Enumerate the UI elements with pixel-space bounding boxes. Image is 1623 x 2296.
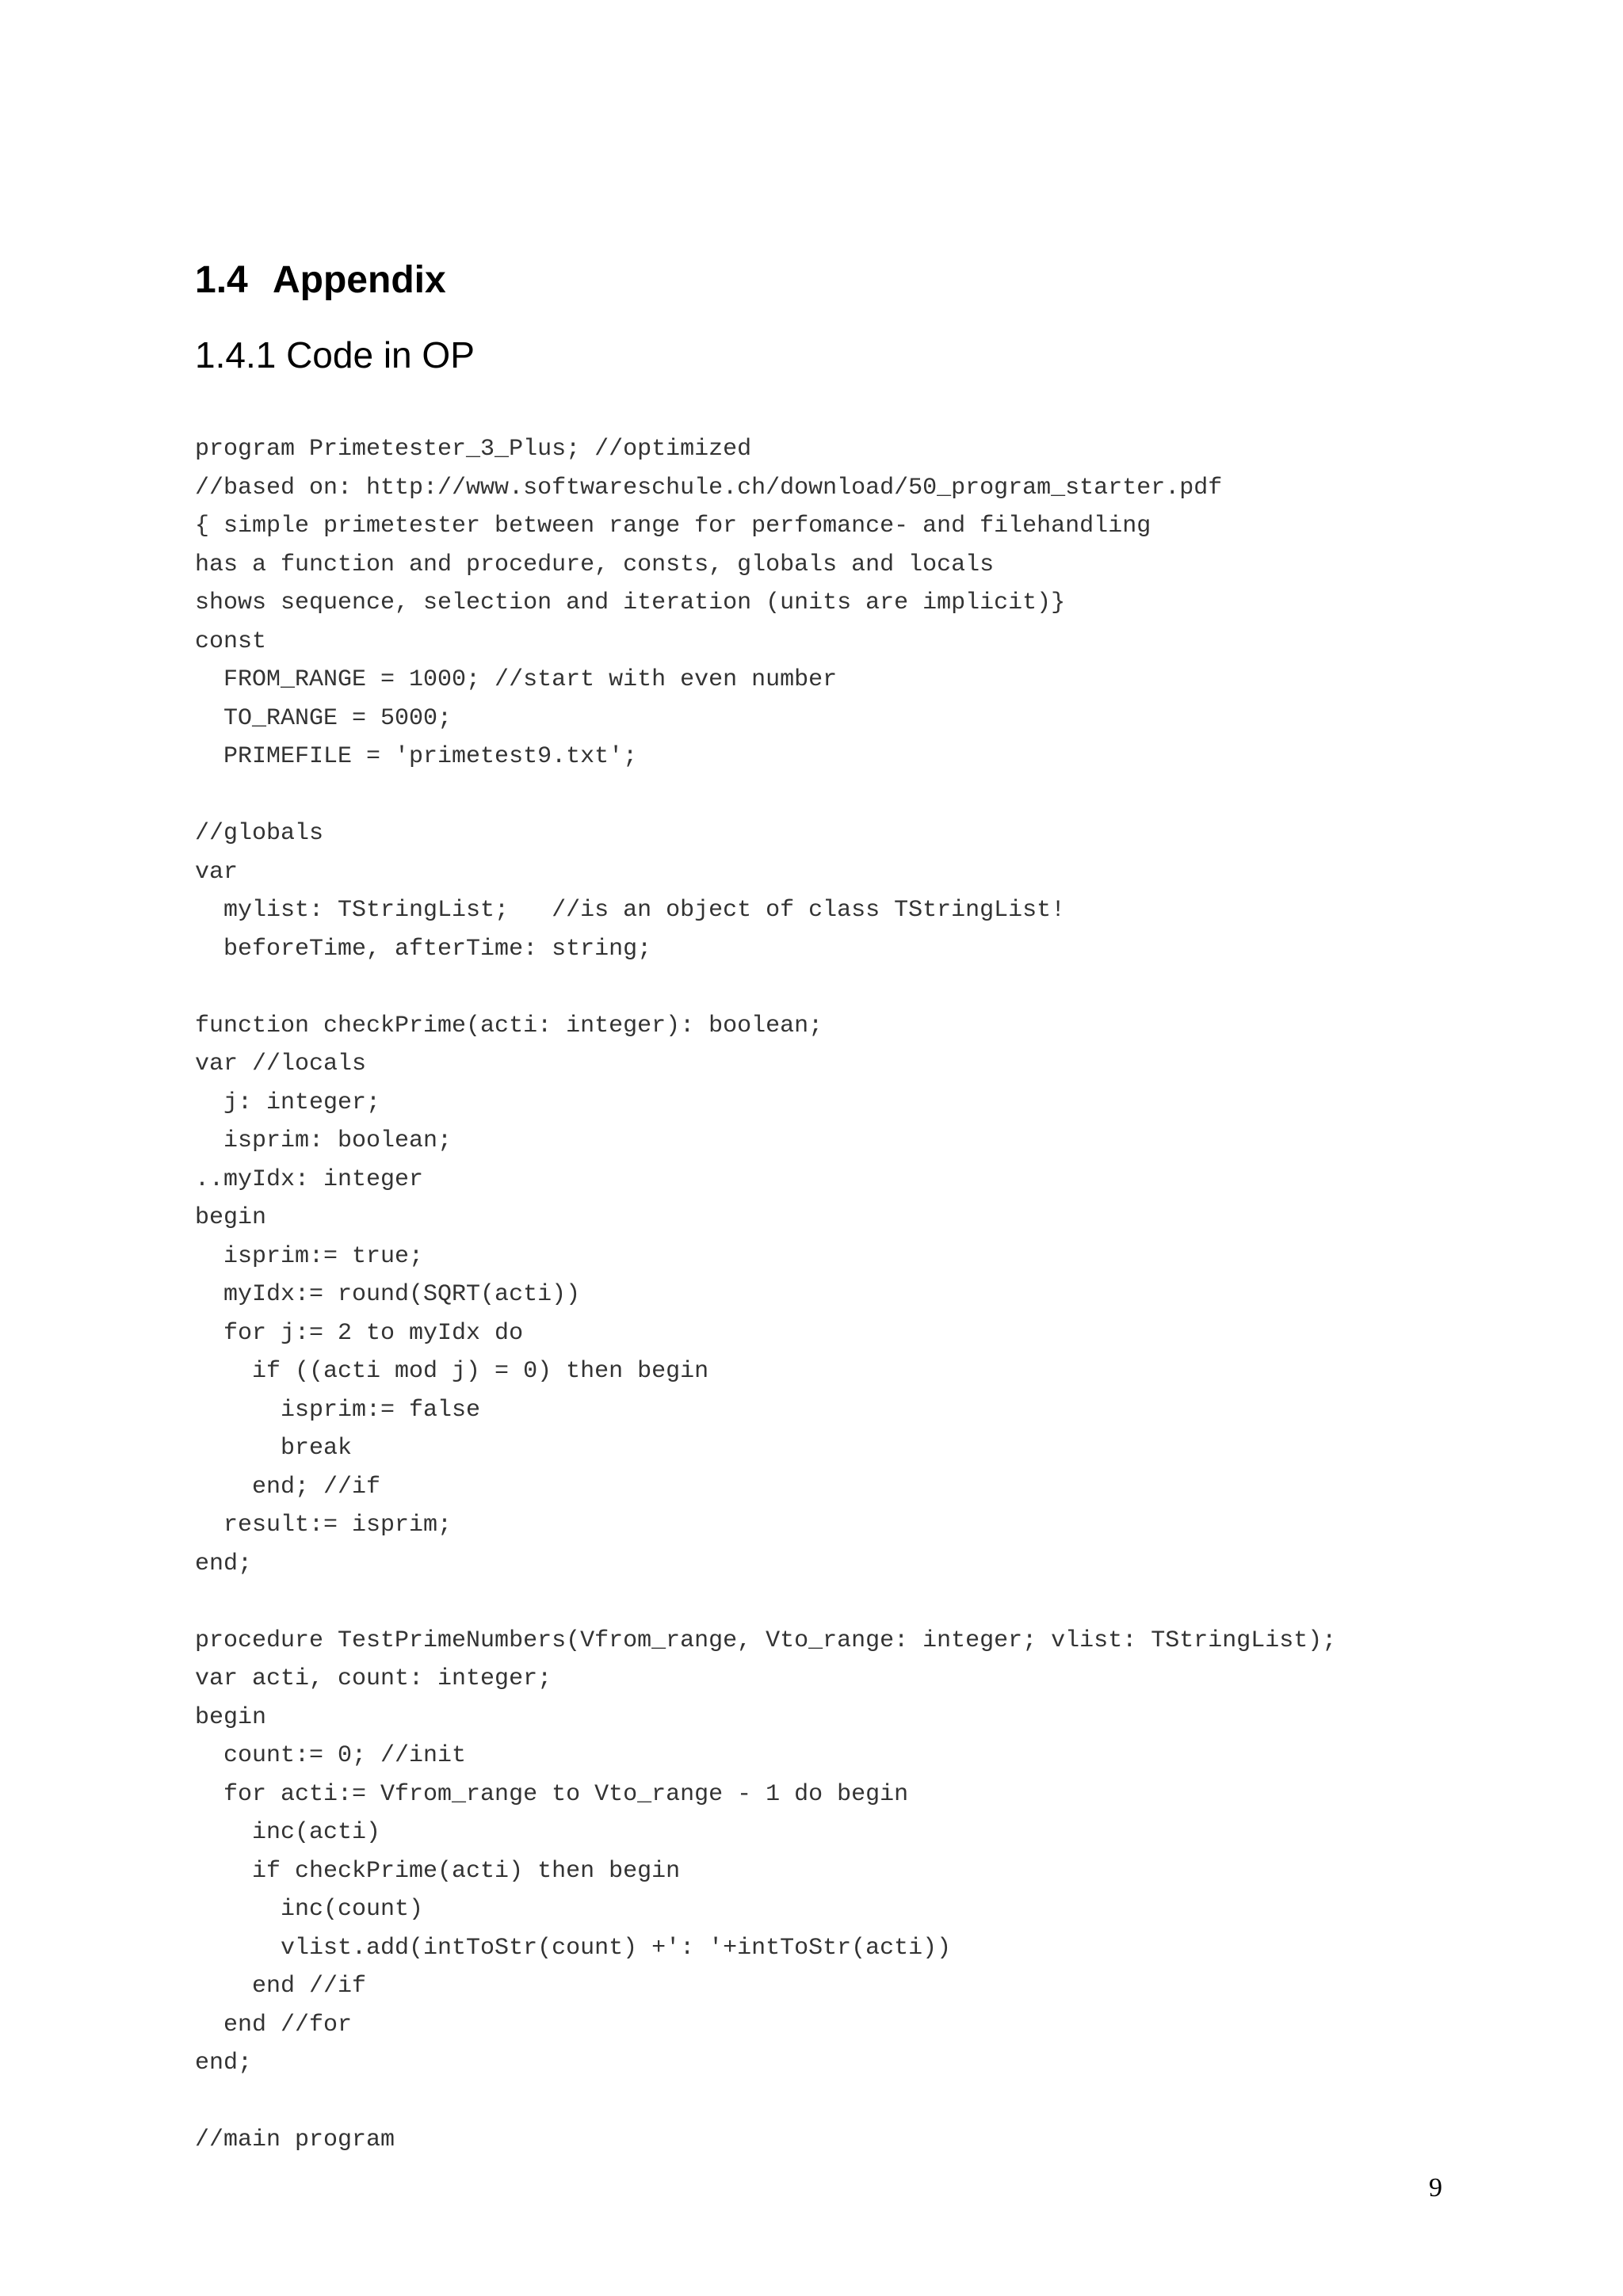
code-line: if ((acti mod j) = 0) then begin	[195, 1358, 709, 1385]
subsection-heading: 1.4.1 Code in OP	[195, 334, 475, 376]
code-line: for acti:= Vfrom_range to Vto_range - 1 do begin	[195, 1780, 909, 1808]
code-line: //based on: http://www.softwareschule.ch/download/50_program_starter.pdf	[195, 474, 1223, 502]
code-line: break	[195, 1435, 353, 1462]
code-line: { simple primetester between range for perfomance- and filehandling	[195, 513, 1151, 540]
code-line: vlist.add(intToStr(count) +': '+intToStr(acti))	[195, 1934, 952, 1962]
section-heading	[195, 255, 446, 306]
code-line: //main program	[195, 2126, 395, 2153]
code-line: program Primetester_3_Plus; //optimized	[195, 436, 752, 463]
code-line: mylist: TStringList; //is an object of class TStringList!	[195, 897, 1066, 924]
code-line: begin	[195, 1204, 267, 1231]
code-line: if checkPrime(acti) then begin	[195, 1857, 681, 1885]
code-line: procedure TestPrimeNumbers(Vfrom_range, Vto_range: integer; vlist: TStringList);	[195, 1627, 1337, 1654]
code-line: end //for	[195, 2011, 353, 2039]
code-line: end //if	[195, 1973, 367, 2000]
code-line: isprim:= true;	[195, 1242, 424, 1270]
code-line: //globals	[195, 820, 324, 847]
code-line: begin	[195, 1703, 267, 1731]
code-line: myIdx:= round(SQRT(acti))	[195, 1281, 581, 1308]
code-line: inc(acti)	[195, 1819, 381, 1846]
code-line	[195, 776, 1590, 815]
code-line: function checkPrime(acti: integer): boolean;	[195, 1012, 823, 1039]
code-line: beforeTime, afterTime: string;	[195, 935, 652, 963]
code-line: end;	[195, 1550, 253, 1577]
page-number: 9	[1429, 2173, 1442, 2203]
code-line: var acti, count: integer;	[195, 1665, 552, 1692]
code-line	[195, 2083, 1590, 2122]
section-title: Appendix	[273, 259, 446, 301]
code-line: PRIMEFILE = 'primetest9.txt';	[195, 743, 638, 770]
code-line: var	[195, 858, 239, 886]
code-line: end; //if	[195, 1473, 381, 1501]
code-block	[195, 430, 1590, 2160]
code-line: FROM_RANGE = 1000; //start with even number	[195, 666, 838, 693]
code-line: const	[195, 627, 267, 655]
code-line: end;	[195, 2050, 253, 2077]
code-line: isprim: boolean;	[195, 1127, 453, 1154]
code-line	[195, 968, 1590, 1007]
code-line: j: integer;	[195, 1089, 381, 1116]
code-line: ..myIdx: integer	[195, 1165, 424, 1193]
section-number: 1.4	[195, 259, 248, 301]
code-line: for j:= 2 to myIdx do	[195, 1319, 524, 1347]
code-line	[195, 1583, 1590, 1622]
code-line: inc(count)	[195, 1896, 424, 1923]
code-line: TO_RANGE = 5000;	[195, 704, 453, 732]
code-line: isprim:= false	[195, 1396, 481, 1424]
code-line: var //locals	[195, 1051, 367, 1077]
code-line: count:= 0; //init	[195, 1742, 467, 1769]
code-line: has a function and procedure, consts, globals and locals	[195, 551, 995, 578]
code-line: shows sequence, selection and iteration (units are implicit)}	[195, 589, 1066, 616]
code-line: result:= isprim;	[195, 1512, 453, 1539]
